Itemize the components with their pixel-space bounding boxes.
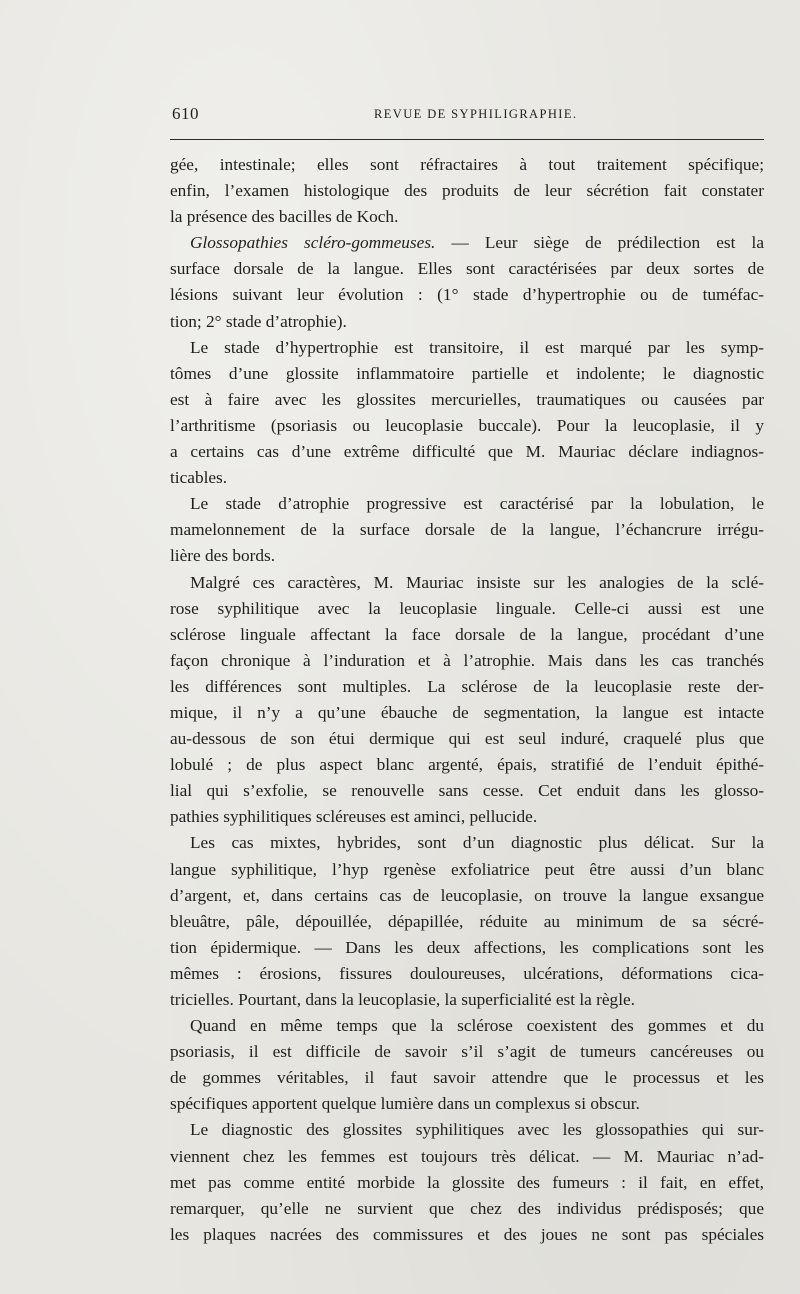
text-line: enfin, l’examen histologique des produits de leur sécrétion fait constater	[170, 181, 764, 201]
text-line: tion; 2° stade d’atrophie).	[170, 311, 347, 331]
text-line: les différences sont multiples. La sclérose de la leucoplasie reste der-	[170, 676, 764, 696]
text-run: — Leur siège de prédilection est la	[435, 233, 764, 253]
header-rule	[170, 139, 764, 140]
text-line: met pas comme entité morbide la glossite des fumeurs : il fait, en effet,	[170, 1172, 764, 1192]
text-line: ticables.	[170, 468, 228, 488]
text-line: pathies syphilitiques scléreuses est aminci, pellucide.	[170, 807, 538, 827]
text-line: façon chronique à l’induration et à l’atrophie. Mais dans les cas tranchés	[170, 650, 764, 670]
section-heading-line	[170, 230, 764, 256]
page-header	[170, 104, 764, 128]
text-line: lial qui s’exfolie, se renouvelle sans cesse. Cet enduit dans les glosso-	[170, 781, 764, 801]
body-text	[170, 152, 764, 1248]
text-line: a certains cas d’une extrême difficulté que M. Mauriac déclare indiagnos-	[170, 442, 764, 462]
text-line: Le stade d’hypertrophie est transitoire, il est marqué par les symp-	[190, 337, 764, 357]
text-line: sclérose linguale affectant la face dorsale de la langue, procédant d’une	[170, 624, 764, 644]
text-line: la présence des bacilles de Koch.	[170, 207, 399, 227]
text-line: mêmes : érosions, fissures douloureuses, ulcérations, déformations cica-	[170, 963, 764, 983]
text-line: mamelonnement de la surface dorsale de la langue, l’échancrure irrégu-	[170, 520, 764, 540]
text-line: tômes d’une glossite inflammatoire partielle et indolente; le diagnostic	[170, 363, 764, 383]
text-line: lière des bords.	[170, 546, 276, 566]
text-line: Le stade d’atrophie progressive est caractérisé par la lobulation, le	[190, 494, 764, 514]
text-line: viennent chez les femmes est toujours très délicat. — M. Mauriac n’ad-	[170, 1146, 764, 1166]
text-line: Les cas mixtes, hybrides, sont d’un diagnostic plus délicat. Sur la	[190, 833, 764, 853]
text-line: remarquer, qu’elle ne survient que chez des individus prédisposés; que	[170, 1198, 764, 1218]
text-line: de gommes véritables, il faut savoir attendre que le processus et les	[170, 1068, 764, 1088]
text-line: langue syphilitique, l’hyp rgenèse exfoliatrice peut être aussi d’un blanc	[170, 859, 764, 879]
text-line: l’arthritisme (psoriasis ou leucoplasie buccale). Pour la leucoplasie, il y	[170, 415, 764, 435]
text-line: rose syphilitique avec la leucoplasie linguale. Celle-ci aussi est une	[170, 598, 764, 618]
section-heading: Glossopathies scléro-gommeuses.	[190, 233, 436, 253]
text-line: surface dorsale de la langue. Elles sont caractérisées par deux sortes de	[170, 259, 764, 279]
text-line: tion épidermique. — Dans les deux affections, les complications sont les	[170, 937, 764, 957]
page-number: 610	[172, 104, 199, 123]
text-line: les plaques nacrées des commissures et des joues ne sont pas spéciales	[170, 1224, 764, 1244]
text-line: lobulé ; de plus aspect blanc argenté, épais, stratifié de l’enduit épithé-	[170, 755, 764, 775]
text-line: psoriasis, il est difficile de savoir s’il s’agit de tumeurs cancéreuses ou	[170, 1042, 764, 1062]
text-line: tricielles. Pourtant, dans la leucoplasie, la superficialité est la règle.	[170, 990, 635, 1009]
text-line: d’argent, et, dans certains cas de leucoplasie, on trouve la langue exsangue	[170, 885, 764, 905]
text-line: spécifiques apportent quelque lumière dans un complexus si obscur.	[170, 1094, 640, 1114]
text-line: Malgré ces caractères, M. Mauriac insiste sur les analogies de la sclé-	[190, 572, 764, 592]
text-line: au-dessous de son étui dermique qui est seul induré, craquelé plus que	[170, 729, 764, 749]
running-title: REVUE DE SYPHILIGRAPHIE.	[374, 107, 578, 121]
text-line: gée, intestinale; elles sont réfractaires à tout traitement spécifique;	[170, 155, 764, 174]
text-line: est à faire avec les glossites mercurielles, traumatiques ou causées par	[170, 389, 764, 409]
text-line: Quand en même temps que la sclérose coexistent des gommes et du	[190, 1016, 764, 1036]
text-line: Le diagnostic des glossites syphilitiques avec les glossopathies qui sur-	[190, 1120, 764, 1140]
text-line: bleuâtre, pâle, dépouillée, dépapillée, réduite au minimum de sa sécré-	[170, 911, 764, 931]
text-line: mique, il n’y a qu’une ébauche de segmentation, la langue est intacte	[170, 702, 764, 722]
text-line: lésions suivant leur évolution : (1° stade d’hypertrophie ou de tuméfac-	[170, 285, 764, 305]
